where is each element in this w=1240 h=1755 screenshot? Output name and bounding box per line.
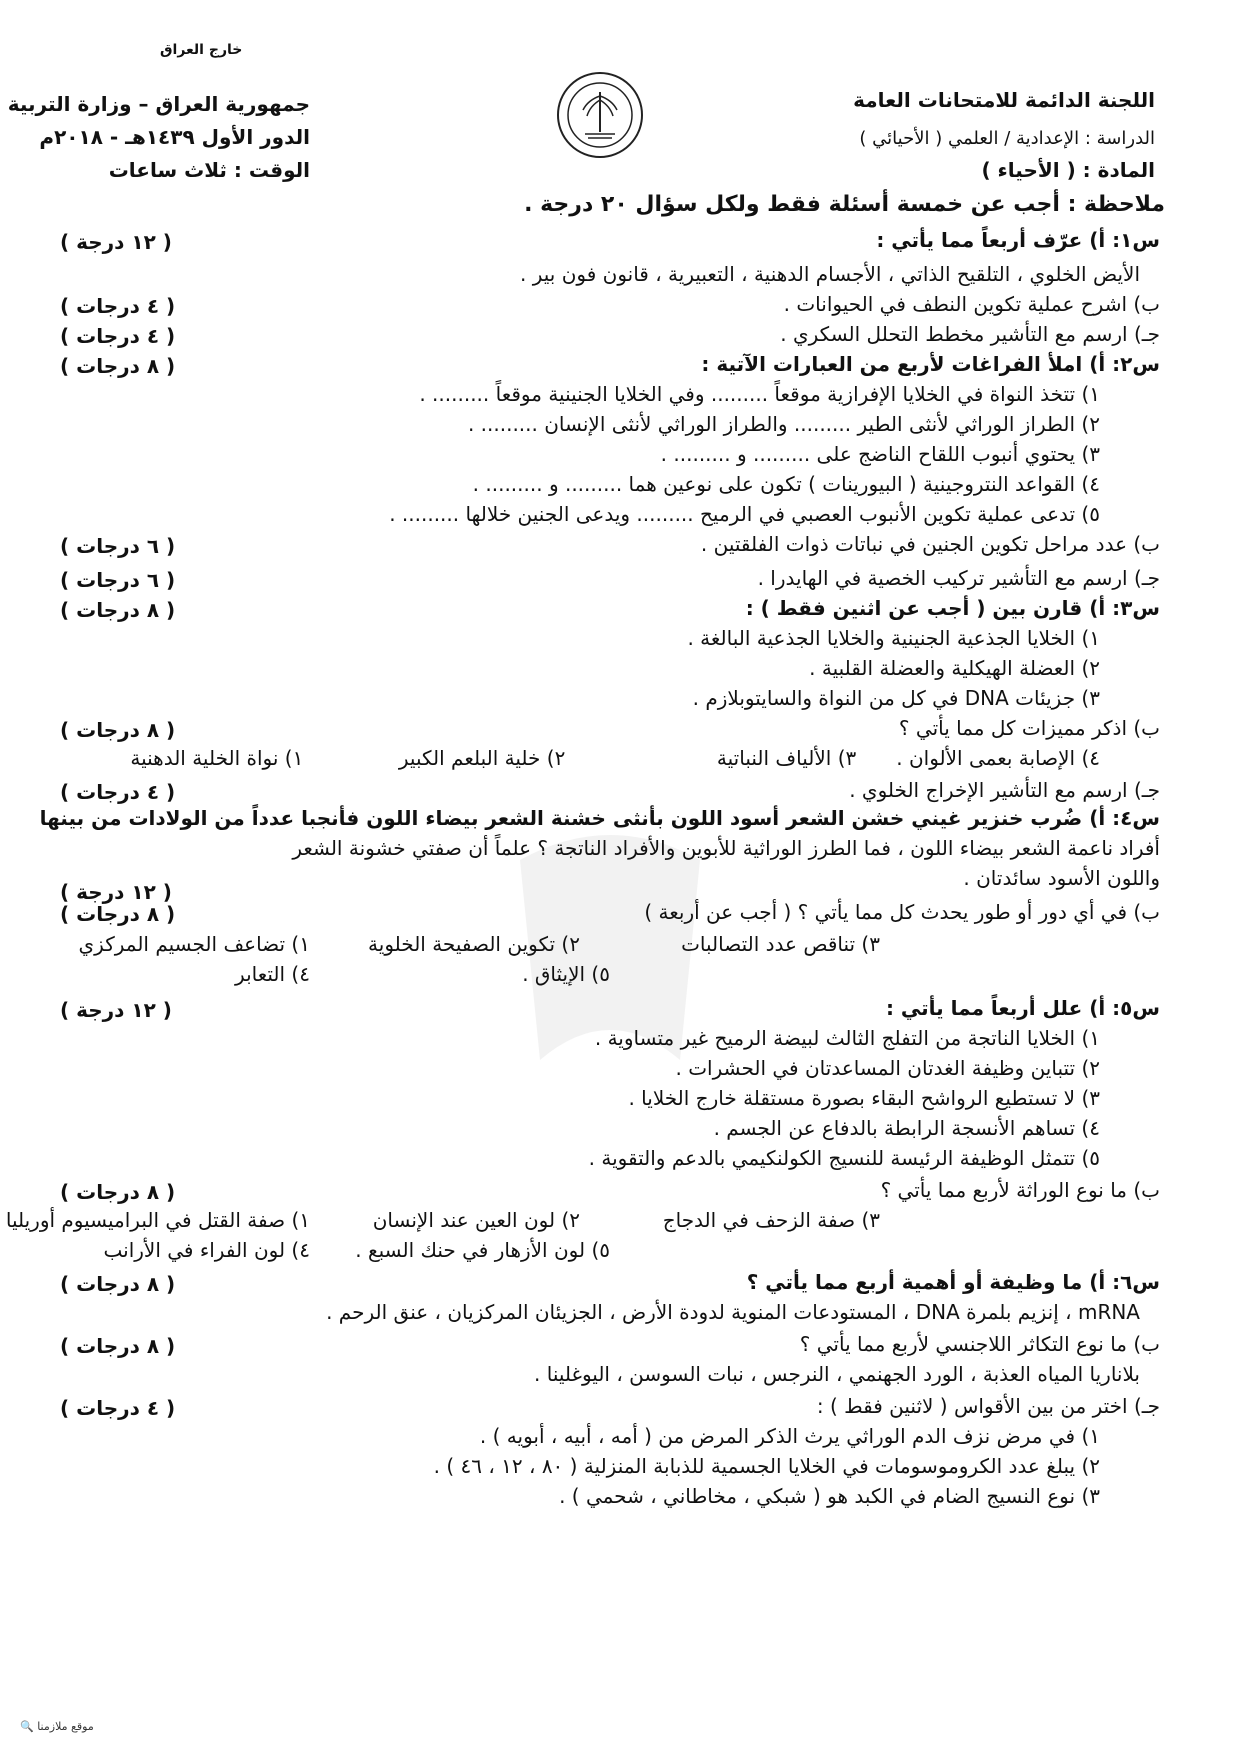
option-item: ١) تضاعف الجسيم المركزي	[78, 932, 310, 956]
option-item: ٤) لون الفراء في الأرانب	[103, 1238, 310, 1262]
question-line: أفراد ناعمة الشعر بيضاء اللون ، فما الطرز الوراثية للأبوين والأفراد الناتجة ؟ علماً أن صفتي خشونة الشعر	[292, 836, 1160, 860]
option-item: ٢) لون العين عند الإنسان	[372, 1208, 580, 1232]
question-line: بلاناريا المياه العذبة ، الورد الجهنمي ، النرجس ، نبات السوسن ، اليوغلينا .	[534, 1362, 1140, 1386]
option-item: ٤) الإصابة بعمى الألوان .	[896, 746, 1100, 770]
site-logo	[20, 1720, 94, 1733]
marks-label: ( ١٢ درجة )	[60, 998, 172, 1022]
question-line: ب) ما نوع التكاثر اللاجنسي لأربع مما يأتي ؟	[799, 1332, 1160, 1356]
question-line: س٣: أ) قارن بين ( أجب عن اثنين فقط ) :	[745, 596, 1160, 620]
question-line: ٢) الطراز الوراثي لأنثى الطير ......... والطراز الوراثي لأنثى الإنسان ......... .	[467, 412, 1100, 436]
header-ministry: جمهورية العراق – وزارة التربية	[7, 92, 310, 116]
question-line	[80, 962, 1100, 986]
option-item: ٣) صفة الزحف في الدجاج	[662, 1208, 880, 1232]
option-item: ٥) لون الأزهار في حنك السبع .	[355, 1238, 610, 1262]
question-line: ٢) العضلة الهيكلية والعضلة القلبية .	[809, 656, 1100, 680]
option-item: ٣) الألياف النباتية	[716, 746, 857, 770]
question-line: ٣) يحتوي أنبوب اللقاح الناضج على ......... و ......... .	[660, 442, 1100, 466]
question-line: ب) اشرح عملية تكوين النطف في الحيوانات .	[783, 292, 1160, 316]
question-line: ٥) تتمثل الوظيفة الرئيسة للنسيج الكولنكيمي بالدعم والتقوية .	[588, 1146, 1100, 1170]
question-line: mRNA ، إنزيم بلمرة DNA ، المستودعات المنوية لدودة الأرض ، الجزيئان المركزيان ، عنق الرحم .	[326, 1300, 1140, 1324]
question-line: جـ) اختر من بين الأقواس ( لاثنين فقط ) :	[816, 1394, 1160, 1418]
question-line: س١: أ) عرّف أربعاً مما يأتي :	[876, 228, 1160, 252]
marks-label: ( ٤ درجات )	[60, 780, 176, 804]
header-subject: المادة : ( الأحياء )	[981, 158, 1155, 182]
question-line: ٥) تدعى عملية تكوين الأنبوب العصبي في الرميح ......... ويدعى الجنين خلالها ......... .	[389, 502, 1100, 526]
marks-label: ( ٨ درجات )	[60, 902, 176, 926]
option-item: ٣) تناقص عدد التصالبات	[681, 932, 880, 956]
question-line: س٢: أ) املأ الفراغات لأربع من العبارات الآتية :	[701, 352, 1160, 376]
header-session: الدور الأول ١٤٣٩هـ - ٢٠١٨م	[39, 125, 310, 149]
question-line	[5, 1208, 1100, 1232]
marks-label: ( ٨ درجات )	[60, 598, 176, 622]
marks-label: ( ٨ درجات )	[60, 1272, 176, 1296]
marks-label: ( ٨ درجات )	[60, 354, 176, 378]
question-line: ٢) يبلغ عدد الكروموسومات في الخلايا الجسمية للذبابة المنزلية ( ٨٠ ، ١٢ ، ٤٦ ) .	[433, 1454, 1100, 1478]
option-item: ٥) الإيثاق .	[522, 962, 610, 986]
question-line: جـ) ارسم مع التأشير تركيب الخصية في الهايدرا .	[757, 566, 1160, 590]
question-line: ٤) القواعد النتروجينية ( البيورينات ) تكون على نوعين هما ......... و ......... .	[472, 472, 1100, 496]
ministry-seal-logo	[555, 70, 645, 160]
marks-label: ( ٤ درجات )	[60, 294, 176, 318]
option-item: ٢) خلية البلعم الكبير	[398, 746, 566, 770]
question-line: ب) عدد مراحل تكوين الجنين في نباتات ذوات الفلقتين .	[700, 532, 1160, 556]
question-line	[80, 1238, 1100, 1262]
marks-label: ( ١٢ درجة )	[60, 230, 172, 254]
question-line: ١) الخلايا الناتجة من التفلج الثالث لبيضة الرميح غير متساوية .	[594, 1026, 1100, 1050]
header-study: الدراسة : الإعدادية / العلمي ( الأحيائي )	[859, 128, 1155, 149]
footer-text: موقع ملازمنا	[37, 1720, 94, 1733]
marks-label: ( ١٢ درجة )	[60, 880, 172, 904]
question-line: ١) الخلايا الجذعية الجنينية والخلايا الجذعية البالغة .	[687, 626, 1100, 650]
header-committee: اللجنة الدائمة للامتحانات العامة	[853, 88, 1155, 112]
question-line: س٦: أ) ما وظيفة أو أهمية أربع مما يأتي ؟	[746, 1270, 1160, 1294]
option-item: ٤) التعابر	[235, 962, 310, 986]
marks-label: ( ٤ درجات )	[60, 324, 176, 348]
question-line: ٣) لا تستطيع الرواشح البقاء بصورة مستقلة خارج الخلايا .	[628, 1086, 1100, 1110]
question-line: س٥: أ) علل أربعاً مما يأتي :	[885, 996, 1160, 1020]
question-line: الأيض الخلوي ، التلقيح الذاتي ، الأجسام الدهنية ، التعبيرية ، قانون فون بير .	[519, 262, 1140, 286]
question-line: ١) تتخذ النواة في الخلايا الإفرازية موقعاً ......... وفي الخلايا الجنينية موقعاً ......... .	[419, 382, 1100, 406]
marks-label: ( ٨ درجات )	[60, 718, 176, 742]
exam-note: ملاحظة : أجب عن خمسة أسئلة فقط ولكل سؤال ٢٠ درجة .	[524, 192, 1165, 217]
question-line: جـ) ارسم مع التأشير الإخراج الخلوي .	[849, 778, 1160, 802]
question-line: ٣) نوع النسيج الضام في الكبد هو ( شبكي ، مخاطاني ، شحمي ) .	[559, 1484, 1100, 1508]
marks-label: ( ٨ درجات )	[60, 1334, 176, 1358]
question-line	[80, 746, 1100, 770]
marks-label: ( ٦ درجات )	[60, 534, 176, 558]
question-line: ٤) تساهم الأنسجة الرابطة بالدفاع عن الجسم .	[713, 1116, 1100, 1140]
question-line: واللون الأسود سائدتان .	[963, 866, 1160, 890]
option-item: ٢) تكوين الصفيحة الخلوية	[368, 932, 580, 956]
marks-label: ( ٨ درجات )	[60, 1180, 176, 1204]
corner-label: خارج العراق	[160, 42, 243, 58]
question-line: ب) ما نوع الوراثة لأربع مما يأتي ؟	[880, 1178, 1160, 1202]
question-line: ب) في أي دور أو طور يحدث كل مما يأتي ؟ ( أجب عن أربعة )	[644, 900, 1160, 924]
question-line: ب) اذكر مميزات كل مما يأتي ؟	[898, 716, 1160, 740]
question-line	[80, 932, 1100, 956]
option-item: ١) صفة القتل في البراميسيوم أوريليا	[5, 1208, 310, 1232]
magnifier-icon: 🔍	[20, 1720, 34, 1733]
question-line: س٤: أ) ضُرب خنزير غيني خشن الشعر أسود اللون بأنثى خشنة الشعر بيضاء اللون فأنجبا عدداً من الولادات من بينها	[39, 806, 1160, 830]
option-item: ١) نواة الخلية الدهنية	[130, 746, 304, 770]
header-time: الوقت : ثلاث ساعات	[108, 158, 310, 182]
question-line: ٣) جزيئات DNA في كل من النواة والسايتوبلازم .	[692, 686, 1100, 710]
marks-label: ( ٦ درجات )	[60, 568, 176, 592]
marks-label: ( ٤ درجات )	[60, 1396, 176, 1420]
question-line: ٢) تتباين وظيفة الغدتان المساعدتان في الحشرات .	[675, 1056, 1100, 1080]
question-line: ١) في مرض نزف الدم الوراثي يرث الذكر المرض من ( أمه ، أبيه ، أبويه ) .	[479, 1424, 1100, 1448]
question-line: جـ) ارسم مع التأشير مخطط التحلل السكري .	[780, 322, 1160, 346]
